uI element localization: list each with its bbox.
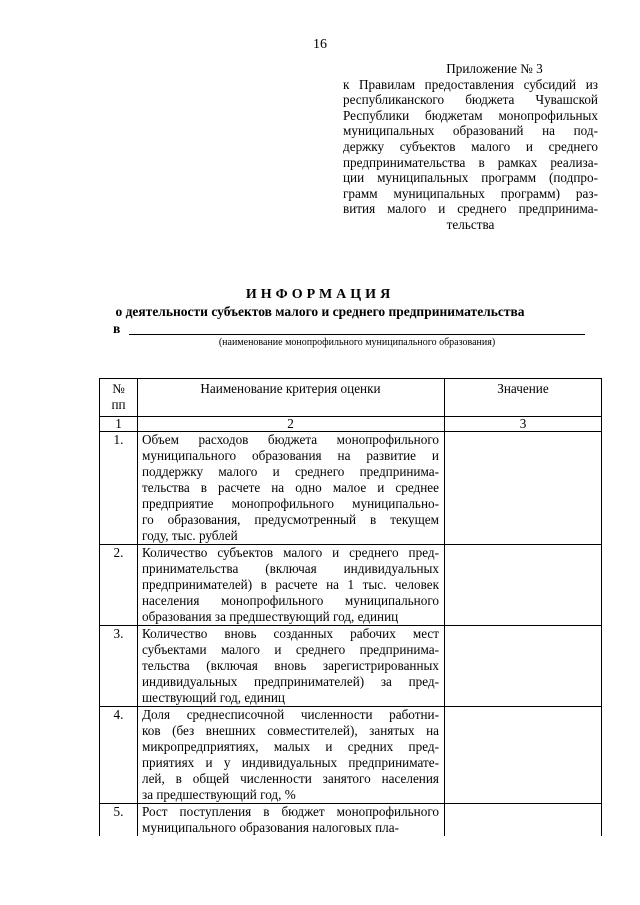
- criterion-line: субъектами малого и среднего предпринима-: [142, 642, 439, 657]
- row-number: 4.: [100, 707, 138, 804]
- appendix-block: [343, 61, 598, 233]
- criterion-line: Количество вновь созданных рабочих мест: [142, 626, 439, 641]
- row-number: 3.: [100, 626, 138, 707]
- appendix-line: республиканского бюджета Чувашской: [343, 92, 598, 108]
- criterion-line: населения монопрофильного муниципального: [142, 593, 439, 608]
- value-cell[interactable]: [445, 804, 602, 837]
- criterion-line: за предшествующий год, %: [142, 787, 296, 802]
- appendix-line: муниципальных образований на под-: [343, 123, 598, 139]
- table-row: [100, 432, 602, 545]
- criterion-line: принимательства (включая индивидуальных: [142, 561, 439, 576]
- column-number: 2: [138, 417, 445, 432]
- appendix-line: грамм муниципальных программ) раз-: [343, 185, 598, 201]
- header-num: № пп: [100, 379, 138, 417]
- municipality-caption: (наименование монопрофильного муниципального образования): [218, 337, 496, 348]
- appendix-line: держку субъектов малого и среднего: [343, 138, 598, 154]
- criterion-line: го образования, предусмотренный в текущем: [142, 512, 439, 527]
- column-numbers-row: [100, 417, 602, 432]
- row-number: 5.: [100, 804, 138, 837]
- value-cell[interactable]: [445, 432, 602, 545]
- criterion-line: году, тыс. рублей: [142, 528, 238, 543]
- criterion-line: ков (без внешних совместителей), занятых на: [142, 723, 439, 738]
- table-row: [100, 545, 602, 626]
- appendix-line: ции муниципальных программ (подпро-: [343, 170, 598, 186]
- table-row: [100, 707, 602, 804]
- page-number: 16: [313, 37, 327, 52]
- criterion-line: индивидуальных предпринимателей) за пред-: [142, 674, 439, 689]
- row-number: 2.: [100, 545, 138, 626]
- criterion-line: тельства (включая вновь зарегистрированных: [142, 658, 439, 673]
- table-row: [100, 804, 602, 837]
- criterion-line: муниципального образования на развитие и: [142, 448, 439, 463]
- header-value: Значение: [445, 379, 602, 417]
- value-cell[interactable]: [445, 545, 602, 626]
- row-number: 1.: [100, 432, 138, 545]
- appendix-last-line: тельства: [446, 216, 495, 232]
- criterion-text: [138, 626, 445, 707]
- document-subtitle: о деятельности субъектов малого и среднего предпринимательства: [115, 304, 525, 319]
- table-header-row: [100, 379, 602, 417]
- criterion-line: Количество субъектов малого и среднего пред-: [142, 545, 439, 560]
- appendix-line: предпринимательства в рамках реализа-: [343, 154, 598, 170]
- value-cell[interactable]: [445, 626, 602, 707]
- document-title: ИНФОРМАЦИЯ: [245, 287, 395, 302]
- appendix-line: вития малого и среднего предпринима-: [343, 201, 598, 217]
- criterion-line: Рост поступления в бюджет монопрофильного: [142, 804, 439, 819]
- column-number: 1: [100, 417, 138, 432]
- criterion-line: лей, в общей численности занятого населения: [142, 771, 439, 786]
- criterion-line: Доля среднесписочной численности работни-: [142, 707, 439, 722]
- value-cell[interactable]: [445, 707, 602, 804]
- criterion-line: Объем расходов бюджета монопрофильного: [142, 432, 439, 447]
- criterion-line: предприятие монопрофильного муниципально-: [142, 496, 439, 511]
- criterion-line: образования за предшествующий год, единиц: [142, 609, 399, 624]
- criterion-line: муниципального образования налоговых пла-: [142, 820, 400, 835]
- appendix-title: Приложение № 3: [446, 61, 543, 76]
- criterion-text: [138, 804, 445, 837]
- criterion-line: тельства в расчете на одно малое и среднее: [142, 480, 439, 495]
- table-row: [100, 626, 602, 707]
- criterion-text: [138, 432, 445, 545]
- criterion-text: [138, 545, 445, 626]
- criterion-line: приятиях и у индивидуальных предпринимате-: [142, 755, 439, 770]
- criteria-table: [99, 378, 602, 836]
- criterion-line: микропредприятиях, малых и средних пред-: [142, 739, 439, 754]
- criterion-line: предпринимателей) в расчете на 1 тыс. человек: [142, 577, 439, 592]
- column-number: 3: [445, 417, 602, 432]
- appendix-line: к Правилам предоставления субсидий из: [343, 76, 598, 92]
- criterion-line: шествующий год, единиц: [142, 690, 285, 705]
- criterion-line: поддержку малого и среднего предпринима-: [142, 464, 439, 479]
- municipality-blank-line: [129, 334, 585, 335]
- appendix-line: Республики бюджетам монопрофильных: [343, 107, 598, 123]
- criterion-text: [138, 707, 445, 804]
- header-criterion: Наименование критерия оценки: [138, 379, 445, 417]
- in-label: в: [113, 321, 121, 336]
